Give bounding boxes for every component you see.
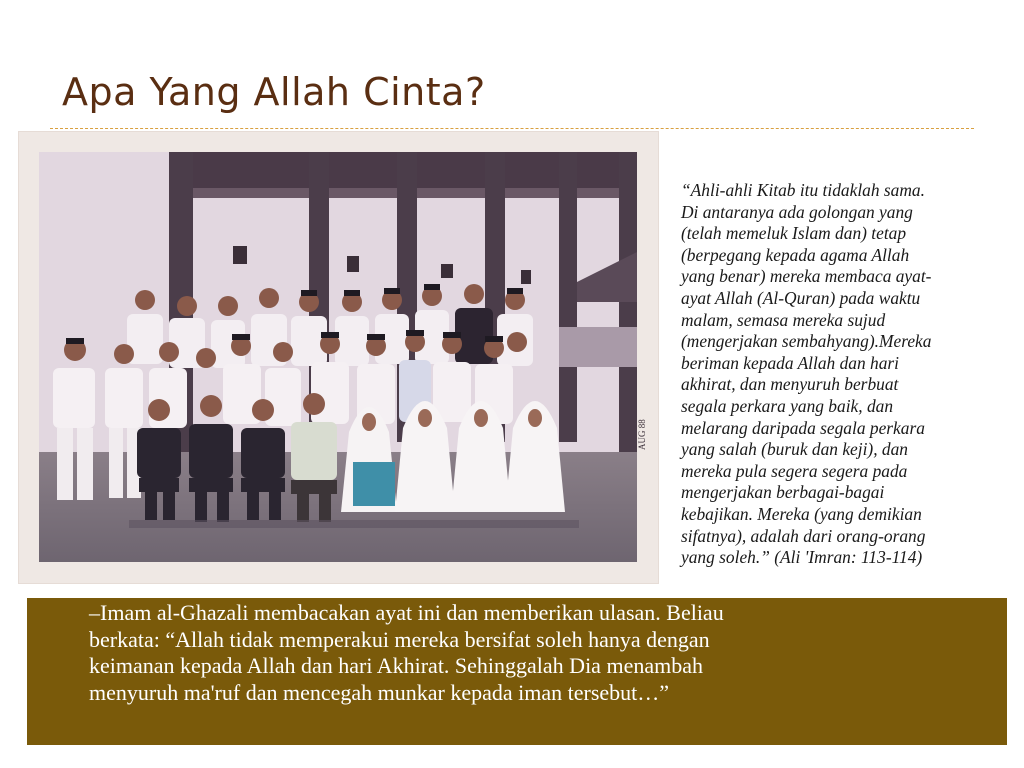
quote-line: yang benar) mereka membaca ayat- — [681, 266, 932, 287]
group-photo-image — [19, 132, 658, 583]
quote-line: mereka pula segera segera pada — [681, 460, 908, 481]
quote-line: Di antaranya ada golongan yang — [681, 201, 913, 222]
quote-line: mengerjakan berbagai-bagai — [681, 482, 885, 503]
commentary-text — [89, 600, 999, 706]
photo-date-stamp: AUG 88 — [637, 419, 647, 450]
quote-line: yang salah (buruk dan keji), dan — [681, 439, 909, 460]
quote-line: (berpegang kepada agama Allah — [681, 244, 910, 265]
commentary-line: menyuruh ma'ruf dan mencegah munkar kepada iman tersebut…” — [89, 679, 670, 705]
quote-line: beriman kepada Allah dan hari — [681, 352, 900, 373]
quote-line: melarang daripada segala perkara — [681, 417, 925, 438]
commentary-box — [27, 598, 1007, 745]
quote-line: kebajikan. Mereka (yang demikian — [681, 503, 922, 524]
commentary-line: keimanan kepada Allah dan hari Akhirat. Sehinggalah Dia menambah — [89, 653, 703, 678]
quote-line: yang soleh.” (Ali 'Imran: 113-114) — [681, 547, 923, 568]
class-group-photo — [19, 132, 658, 583]
quote-line: akhirat, dan menyuruh berbuat — [681, 374, 899, 395]
commentary-line: berkata: “Allah tidak memperakui mereka bersifat soleh hanya dengan — [89, 626, 710, 652]
quote-line: (telah memeluk Islam dan) tetap — [681, 223, 907, 244]
slide-title: Apa Yang Allah Cinta? — [62, 70, 486, 114]
title-divider — [50, 128, 974, 129]
quote-line: malam, semasa mereka sujud — [681, 309, 886, 330]
quran-verse-quote — [681, 180, 1011, 569]
quote-line: (mengerjakan sembahyang).Mereka — [681, 331, 932, 352]
commentary-line: –Imam al-Ghazali membacakan ayat ini dan memberikan ulasan. Beliau — [89, 600, 724, 625]
quote-line: ayat Allah (Al-Quran) pada waktu — [681, 287, 921, 308]
quote-line: “Ahli-ahli Kitab itu tidaklah sama. — [681, 180, 925, 200]
quote-line: sifatnya), adalah dari orang-orang — [681, 525, 926, 546]
quote-line: segala perkara yang baik, dan — [681, 395, 894, 416]
